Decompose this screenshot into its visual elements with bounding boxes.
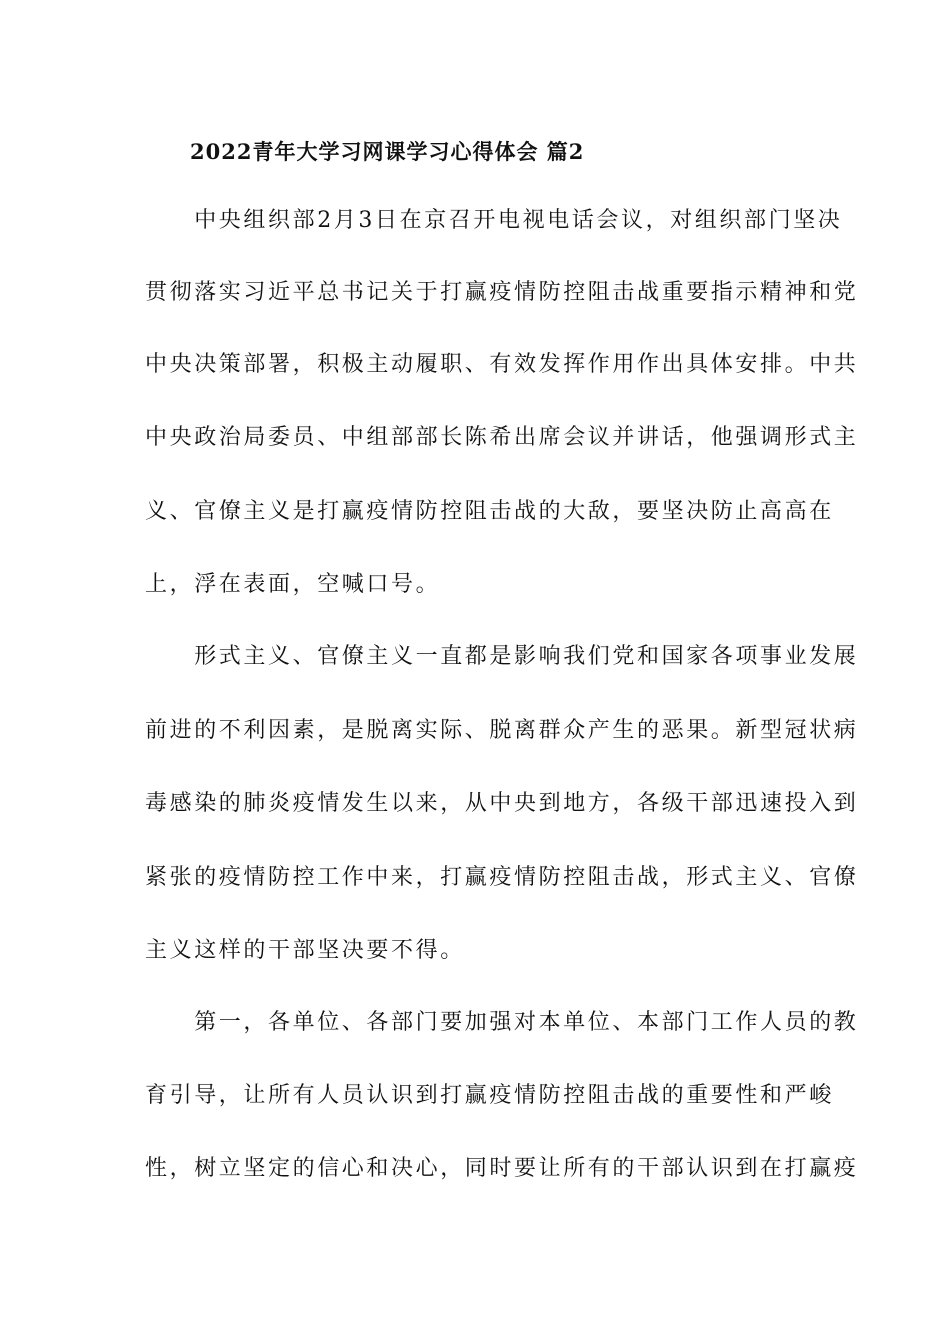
text-line: 毒感染的肺炎疫情发生以来，从中央到地方，各级干部迅速投入到 — [145, 791, 859, 816]
text-line: 育引导，让所有人员认识到打赢疫情防控阻击战的重要性和严峻 — [145, 1083, 834, 1108]
text-line: 中央政治局委员、中组部部长陈希出席会议并讲话，他强调形式主 — [145, 425, 859, 450]
text-line: 前进的不利因素，是脱离实际、脱离群众产生的恶果。新型冠状病 — [145, 718, 859, 743]
text-line: 性，树立坚定的信心和决心，同时要让所有的干部认识到在打赢疫 — [145, 1156, 859, 1181]
text-line: 中央组织部2月3日在京召开电视电话会议，对组织部门坚决 — [145, 208, 843, 233]
text-line: 第一，各单位、各部门要加强对本单位、本部门工作人员的教 — [145, 1010, 859, 1035]
text-line: 中央决策部署，积极主动履职、有效发挥作用作出具体安排。中共 — [145, 352, 859, 377]
text-line: 义、官僚主义是打赢疫情防控阻击战的大敌，要坚决防止高高在 — [145, 499, 834, 524]
text-line: 主义这样的干部坚决要不得。 — [145, 938, 465, 963]
text-line: 形式主义、官僚主义一直都是影响我们党和国家各项事业发展 — [145, 644, 859, 669]
text-line: 紧张的疫情防控工作中来，打赢疫情防控阻击战，形式主义、官僚 — [145, 865, 859, 890]
text-line: 贯彻落实习近平总书记关于打赢疫情防控阻击战重要指示精神和党 — [145, 280, 859, 305]
text-line: 上，浮在表面，空喊口号。 — [145, 572, 441, 597]
document-title: 2022青年大学习网课学习心得体会 篇2 — [190, 139, 585, 164]
